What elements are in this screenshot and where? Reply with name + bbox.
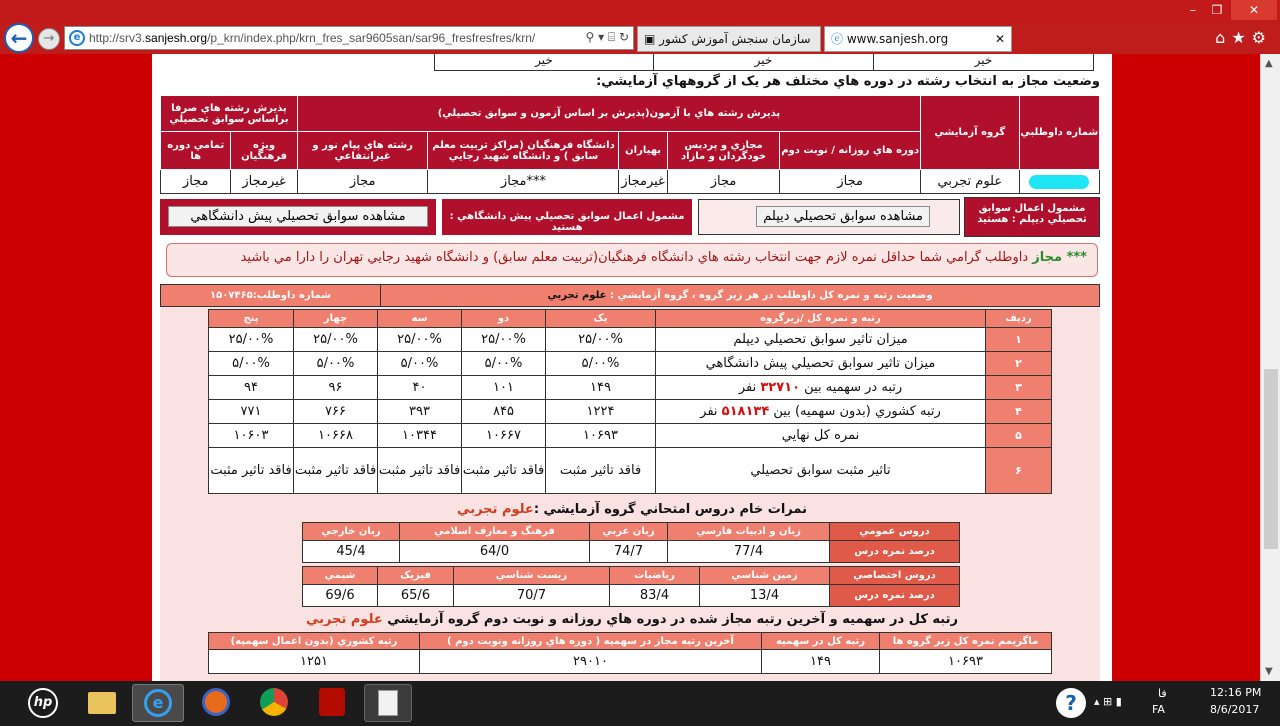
document-icon [378, 690, 398, 716]
settings-gear-icon[interactable]: ⚙ [1251, 28, 1272, 47]
view-diploma-records-button[interactable]: مشاهده سوابق تحصيلي ديپلم [756, 206, 930, 227]
taskbar-explorer[interactable] [78, 684, 126, 722]
vertical-scrollbar[interactable] [1260, 54, 1280, 681]
table-row: ۲ ميزان تاثير سوابق تحصيلي پيش دانشگاهي ۵/۰۰% ۵/۰۰% ۵/۰۰% ۵/۰۰% ۵/۰۰% [209, 352, 1052, 376]
ie-favicon-icon: e [69, 30, 85, 46]
taskbar-firefox[interactable] [192, 684, 240, 722]
minimize-button[interactable]: – [1190, 3, 1196, 17]
permission-section-title: وضعيت مجاز به انتخاب رشته در دوره هاي مختلف هر يک از گروههاي آزمايشي: [596, 74, 1100, 89]
start-button[interactable] [14, 684, 72, 722]
ie-tab-icon: ⓔ [831, 32, 847, 46]
final-rank-table: ماگزيمم نمره کل زير گروه ها رتبه کل در سهميه آخرين رتبه مجاز در سهميه ( دوره هاي روزانه ونوبت دوم ) رتبه کشوري (بدون اعمال سهميه) ۱۰۶۹۳ ۱۴۹ ۲۹۰۱۰ ۱۲۵۱ [208, 632, 1052, 674]
view-preuniversity-records-button[interactable]: مشاهده سوابق تحصيلي پيش دانشگاهي [168, 206, 428, 227]
browser-toolbar [0, 22, 1280, 54]
rank-table: رديف رتبه و نمره کل /زيرگروه يک دو سه چهار پنج ۱ ميزان تاثير سوابق تحصيلي ديپلم ۲۵/۰۰% ۲۵/۰۰% ۲۵/۰۰% ۲۵/۰۰% ۲۵/۰۰% ۲ ميزان تاثير سوابق تحصيلي پيش دانشگاهي ۵/۰۰% ۵/۰۰% ۵/۰۰% ۵/۰۰% ۵/۰۰% ۳ رتبه در سهميه بين ۳۲۷۱۰ نفر ۱۴۹ ۱۰۱ ۴۰ ۹۶ ۹۴ ۴ رتبه کشوري (بدون سهميه) بين ۵۱۸۱۳۴ نفر ۱۲۲۴ ۸۴۵ ۳۹۳ ۷۶۶ ۷۷۱ ۵ نمره کل نهايي ۱۰۶۹۳ ۱۰۶۶۷ ۱۰۳۴۴ ۱۰۶۶۸ ۱۰۶۰۳ ۶ تاثير مثبت سوابق تحصيلي فاقد تاثير مثبت فاقد تاثير مثبت فاقد تاثير مثبت فاقد تاثير مثبت فاقد تاثير مثبت [208, 309, 1052, 494]
address-controls[interactable]: ⚲ ▾ ⌸ ↻ [585, 30, 629, 44]
help-icon[interactable]: ? [1056, 688, 1086, 718]
close-window-button[interactable]: ✕ [1231, 0, 1277, 20]
taskbar-document[interactable] [364, 684, 412, 722]
lang-code[interactable]: FA [1152, 703, 1165, 716]
scroll-down-icon[interactable]: ▼ [1265, 666, 1273, 677]
home-icon[interactable]: ⌂ [1215, 28, 1232, 47]
tab-favicon-icon: ▣ [644, 32, 660, 46]
general-subjects-table: دروس عمومي زبان و ادبيات فارسي زبان عربي فرهنگ و معارف اسلامي زبان خارجي درصد نمره درس 77/4 74/7 64/0 45/4 [302, 522, 960, 563]
page-content [152, 54, 1112, 681]
tab-close-icon[interactable]: ✕ [994, 32, 1005, 46]
table-row: ۳ رتبه در سهميه بين ۳۲۷۱۰ نفر ۱۴۹ ۱۰۱ ۴۰ ۹۶ ۹۴ [209, 376, 1052, 400]
folder-icon [88, 692, 116, 714]
pdf-icon [319, 688, 345, 716]
clock-date[interactable]: 8/6/2017 [1210, 703, 1260, 716]
notice-banner: *** مجاز داوطلب گرامي شما حداقل نمره لازم جهت انتخاب رشته هاي دانشگاه فرهنگيان(تربيت معلم سابق) و دانشگاه شهيد رجايي تهران را دارا مي باشيد [166, 243, 1098, 277]
applicant-number-cell [1019, 170, 1099, 194]
scroll-up-icon[interactable]: ▲ [1265, 58, 1273, 69]
table-row: ۶ تاثير مثبت سوابق تحصيلي فاقد تاثير مثبت فاقد تاثير مثبت فاقد تاثير مثبت فاقد تاثير مثبت فاقد تاثير مثبت [209, 448, 1052, 494]
forward-button[interactable]: → [38, 28, 60, 50]
taskbar-chrome[interactable] [250, 684, 298, 722]
permission-table: شماره داوطلبي گروه آزمايشي پذيرش رشته هاي با آزمون(پذيرش بر اساس آزمون و سوابق تحصيلي) پذيرش رشته هاي صرفا براساس سوابق تحصيلي دوره هاي روزانه / نوبت دوم مجازي و پرديس خودگردان و مازاد بهياران دانشگاه فرهنگيان (مراکز تربيت معلم سابق ) و دانشگاه شهيد رجايي رشته هاي پيام نور و غيرانتفاعي ويژه فرهنگيان تمامي دوره ها علوم تجربي مجاز مجاز غيرمجاز ***مجاز مجاز غيرمجاز مجاز [160, 95, 1100, 194]
restore-button[interactable]: ❐ [1211, 3, 1223, 17]
address-bar[interactable] [64, 26, 634, 50]
back-button[interactable]: ← [4, 23, 34, 53]
lang-fa[interactable]: فا [1158, 687, 1167, 700]
table-row: ۵ نمره کل نهايي ۱۰۶۹۳ ۱۰۶۶۷ ۱۰۳۴۴ ۱۰۶۶۸ ۱۰۶۰۳ [209, 424, 1052, 448]
rank-header-table: وضعيت رتبه و نمره کل داوطلب در هر زير گروه ، گروه آزمايشي : علوم تجربي شماره داوطلب:۱۵۰۷۴۶۵ [160, 284, 1100, 307]
table-row: ۴ رتبه کشوري (بدون سهميه) بين ۵۱۸۱۳۴ نفر ۱۲۲۴ ۸۴۵ ۳۹۳ ۷۶۶ ۷۷۱ [209, 400, 1052, 424]
tab-sanjesh-org[interactable]: ⓔ www.sanjesh.org ✕ [824, 26, 1012, 52]
taskbar-acrobat[interactable] [308, 684, 356, 722]
ie-icon: e [144, 689, 172, 717]
system-tray [1050, 681, 1280, 726]
tray-icons[interactable]: ▴ ⊞ ▮ [1094, 695, 1122, 708]
special-subjects-table: دروس اختصاصي زمين شناسي رياضيات زيست شناسي فيزيک شيمي درصد نمره درس 13/4 83/4 70/7 65/6 69/6 [302, 566, 960, 607]
clock-time[interactable]: 12:16 PM [1210, 686, 1262, 699]
raw-scores-title: نمرات خام دروس امتحاني گروه آزمايشي :علوم تجربي [457, 502, 807, 517]
chrome-icon [260, 688, 288, 716]
firefox-icon [202, 688, 230, 716]
top-row-table: خير خير خير [434, 54, 1094, 71]
applicant-number-masked [1029, 175, 1089, 189]
hp-logo-icon: hp [28, 688, 58, 718]
scroll-thumb[interactable] [1264, 369, 1278, 549]
tab-sanjesh[interactable]: ▣ سازمان سنجش آموزش کشور [637, 26, 821, 52]
taskbar-ie[interactable] [132, 684, 184, 722]
url-text[interactable]: http://srv3.sanjesh.org/p_krn/index.php/krn_fres_sar9605san/sar96_fresfresfres/krn/ [89, 31, 536, 45]
rank-header-title: وضعيت رتبه و نمره کل داوطلب در هر زير گروه ، گروه آزمايشي : علوم تجربي [381, 285, 1100, 307]
records-row: مشمول اعمال سوابق تحصيلي ديپلم : هستيد مشاهده سوابق تحصيلي ديپلم مشمول اعمال سوابق تحصيلي پيش دانشگاهي : هستيد مشاهده سوابق تحصيلي پيش دانشگاهي [160, 197, 1100, 237]
window-titlebar [0, 0, 1280, 22]
table-row: ۱ ميزان تاثير سوابق تحصيلي ديپلم ۲۵/۰۰% ۲۵/۰۰% ۲۵/۰۰% ۲۵/۰۰% ۲۵/۰۰% [209, 328, 1052, 352]
taskbar [0, 681, 1280, 726]
final-rank-title: رتبه کل در سهميه و آخرين رتبه مجاز شده در دوره هاي روزانه و نوبت دوم گروه آزمايشي علوم تجربي [306, 612, 958, 627]
favorites-icon[interactable]: ★ [1231, 28, 1252, 47]
browser-nav-icons[interactable] [1215, 28, 1272, 47]
